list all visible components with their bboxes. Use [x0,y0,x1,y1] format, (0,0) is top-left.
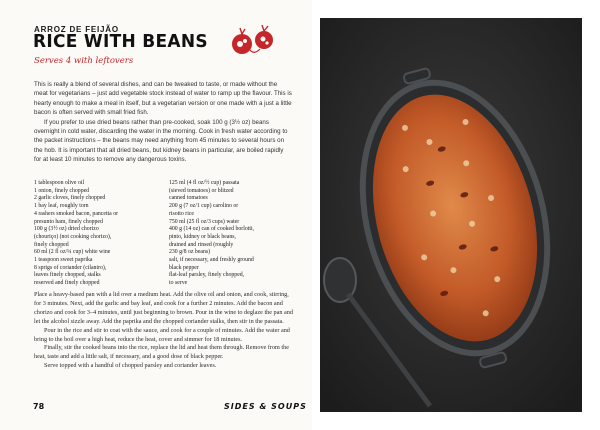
method-steps [34,291,296,371]
pomegranate-icon [228,22,280,60]
ingredient-line: presunto ham, finely chopped [34,218,103,225]
serves-note: Serves 4 with leftovers [34,56,134,66]
ingredient-line: canned tomatoes [169,195,208,202]
method-paragraph: Pour in the rice and stir to coat with the sauce, and cook for a couple of minutes. Add the water and bring to the boil over a high heat, reduce the heat, cover and simmer for 18 minutes. [34,326,290,343]
recipe-introduction [34,80,292,165]
ingredients-column-left [34,180,161,288]
ingredient-line: 400 g (14 oz) can of cooked borlotti, [169,226,254,233]
ingredient-line: 230 g/8 oz beans) [169,249,211,256]
ingredient-line: salt, if necessary, and freshly ground [169,257,254,264]
ingredient-line: (chouriço) (not cooking chorizo), [34,233,112,240]
ingredients-column-right [169,180,296,288]
ingredient-line: 8 sprigs of coriander (cilantro), [34,264,107,271]
page-number: 78 [33,402,45,411]
ingredient-line: (sieved tomatoes) or blitzed [169,187,234,194]
ingredient-line: reserved and finely chopped [34,280,100,287]
ingredient-line: 750 ml (25 fl oz/3 cups) water [169,218,240,225]
ingredient-line: 125 ml (4 fl oz/½ cup) passata [169,180,240,186]
ingredient-line: 100 g (3½ oz) dried chorizo [34,226,99,233]
rice-dish-photo [320,18,582,412]
ingredient-line: 1 bay leaf, roughly torn [34,203,89,210]
ingredient-line: black pepper [169,264,199,271]
right-page [312,0,600,430]
ingredient-line: to serve [169,280,188,287]
ingredient-line: flat-leaf parsley, finely chopped, [169,272,245,279]
ingredient-line: 1 tablespoon olive oil [34,180,85,186]
section-label: SIDES & SOUPS [224,402,307,411]
recipe-title: RICE WITH BEANS [33,31,208,53]
ingredients-list [34,180,296,288]
ingredient-line: leaves finely chopped, stalks [34,272,101,279]
method-paragraph: Place a heavy-based pan with a lid over a medium heat. Add the olive oil and onion, and cook, stirring, for 3 minutes. Next, add the garlic and bay leaf, and cook for a further 2 minutes. Add the bacon and chorizo and cook for 3–4 minutes, until just beginning to brown. Pour in the wine to deglaze the pan and let the alcohol sizzle away. Add the paprika and the chopped coriander stalks, then stir in the passata. [34,291,293,325]
ingredient-line: pinto, kidney or black beans, [169,233,236,240]
ingredient-line: 4 rashers smoked bacon, pancetta or [34,210,119,217]
intro-paragraph: If you prefer to use dried beans rather than pre-cooked, soak 100 g (3½ oz) beans overnight in cold water, discarding the water in the morning. Cook in fresh water according to the packet instructions – the beans may need anything from 45 minutes to several hours on the hob. It is important that all dried beans, but kidney beans in particular, are boiled rapidly for at least 10 minutes to remove any dangerous toxins. [34,118,288,164]
ingredient-line: finely chopped [34,241,69,248]
recipe-portuguese-name: ARROZ DE FEIJÃO [34,25,119,34]
ingredient-line: 2 garlic cloves, finely chopped [34,195,106,202]
ingredient-line: 60 ml (2 fl oz/¼ cup) white wine [34,249,111,256]
ingredient-line: risotto rice [169,210,194,217]
ingredient-line: 1 onion, finely chopped [34,187,90,194]
ingredient-line: drained and rinsed (roughly [169,241,234,248]
intro-paragraph: This is really a blend of several dishes, and can be tweaked to taste, or made without the meat for vegetarians – just add vegetable stock instead of water to ramp up the flavour. This is hearty enough to make a meal in itself, but a vegetarian version or one made with a just a little bacon is often served with small fried fish. [34,81,292,117]
ingredient-line: 1 teaspoon sweet paprika [34,257,93,264]
method-paragraph: Finally, stir the cooked beans into the rice, replace the lid and heat them through. Remove from the heat, taste and add a little salt, if necessary, and a good dose of black pepper. [34,344,289,361]
method-paragraph: Serve topped with a handful of chopped parsley and coriander leaves. [44,362,217,370]
ingredient-line: 200 g (7 oz/1 cup) carolino or [169,203,239,210]
